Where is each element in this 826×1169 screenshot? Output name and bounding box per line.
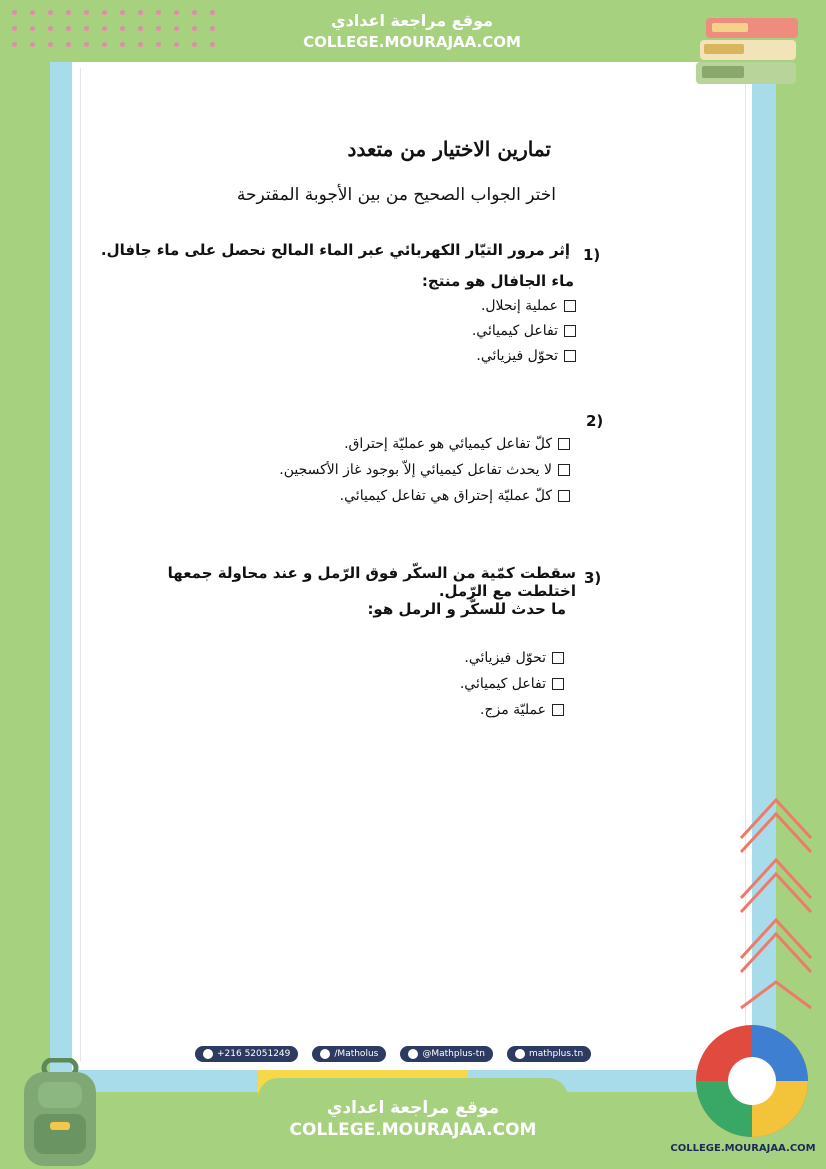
question-1-option-3[interactable] bbox=[476, 348, 576, 364]
question-2-option-3[interactable] bbox=[340, 488, 570, 504]
checkbox[interactable] bbox=[552, 652, 564, 664]
decorative-dot bbox=[156, 10, 161, 15]
checkbox[interactable] bbox=[558, 490, 570, 502]
checkbox[interactable] bbox=[558, 438, 570, 450]
social-links-bar bbox=[195, 1046, 595, 1064]
header-site-url[interactable]: COLLEGE.MOURAJAA.COM bbox=[303, 33, 521, 51]
decorative-dot bbox=[12, 10, 17, 15]
footer-site-url[interactable]: COLLEGE.MOURAJAA.COM bbox=[289, 1120, 537, 1140]
worksheet-instruction: اختر الجواب الصحيح من بين الأجوبة المقترحة bbox=[236, 185, 556, 205]
decorative-dot bbox=[174, 42, 179, 47]
decorative-dot bbox=[84, 42, 89, 47]
school-subjects-wheel-icon bbox=[693, 1022, 811, 1140]
decorative-dot bbox=[12, 42, 17, 47]
option-label: عمليّة مزج. bbox=[480, 702, 546, 718]
decorative-dot bbox=[102, 10, 107, 15]
decorative-dot bbox=[30, 26, 35, 31]
decorative-dot bbox=[48, 42, 53, 47]
social-label: +216 52051249 bbox=[217, 1049, 291, 1059]
social-label: @Mathplus-tn bbox=[422, 1049, 485, 1059]
social-website[interactable] bbox=[507, 1046, 591, 1062]
option-label: تحوّل فيزيائي. bbox=[476, 348, 558, 364]
checkbox[interactable] bbox=[564, 300, 576, 312]
checkbox[interactable] bbox=[552, 704, 564, 716]
checkbox[interactable] bbox=[558, 464, 570, 476]
social-label: mathplus.tn bbox=[528, 1049, 584, 1059]
decorative-dot bbox=[30, 42, 35, 47]
books-stack-icon bbox=[692, 14, 812, 94]
decorative-dot bbox=[12, 26, 17, 31]
checkbox[interactable] bbox=[552, 678, 564, 690]
question-1-number: 1) bbox=[583, 246, 601, 264]
decorative-dot bbox=[138, 26, 143, 31]
header-site-name: موقع مراجعة اعدادي bbox=[330, 11, 494, 30]
option-label: عملية إنحلال. bbox=[480, 298, 558, 314]
decorative-dot bbox=[174, 10, 179, 15]
decorative-dot bbox=[84, 26, 89, 31]
social-facebook[interactable] bbox=[312, 1046, 386, 1062]
decorative-dot bbox=[48, 10, 53, 15]
decorative-dot bbox=[174, 26, 179, 31]
question-2-number: 2) bbox=[586, 412, 604, 430]
footer-brand-text[interactable]: COLLEGE.MOURAJAA.COM bbox=[670, 1143, 816, 1154]
decorative-dot bbox=[120, 42, 125, 47]
question-2-option-1[interactable] bbox=[344, 436, 570, 452]
option-label: لا يحدث تفاعل كيميائي إلاّ بوجود غاز الأكسجين. bbox=[279, 462, 552, 478]
social-whatsapp[interactable] bbox=[195, 1046, 298, 1062]
whatsapp-icon bbox=[203, 1049, 213, 1059]
question-3-option-1[interactable] bbox=[464, 650, 564, 666]
header-banner bbox=[262, 8, 562, 60]
footer-site-name: موقع مراجعة اعدادي bbox=[326, 1098, 500, 1118]
globe-icon bbox=[515, 1049, 525, 1059]
question-2-option-2[interactable] bbox=[279, 462, 570, 478]
decorative-dot bbox=[138, 10, 143, 15]
question-1-subtext: ماء الجافال هو منتج: bbox=[421, 272, 574, 290]
option-label: كلّ تفاعل كيميائي هو عمليّة إحتراق. bbox=[344, 436, 552, 452]
decorative-dot bbox=[210, 42, 215, 47]
decorative-dot bbox=[66, 26, 71, 31]
question-3-number: 3) bbox=[584, 569, 602, 587]
decorative-dot bbox=[66, 10, 71, 15]
decorative-dot bbox=[156, 42, 161, 47]
backpack-icon bbox=[10, 1058, 110, 1168]
worksheet-title: تمارين الاختيار من متعدد bbox=[347, 137, 551, 161]
footer-banner bbox=[258, 1078, 568, 1168]
decorative-dot bbox=[210, 26, 215, 31]
option-label: كلّ عمليّة إحتراق هي تفاعل كيميائي. bbox=[339, 488, 552, 504]
option-label: تفاعل كيميائي. bbox=[471, 323, 558, 339]
decorative-dot bbox=[120, 10, 125, 15]
facebook-icon bbox=[320, 1049, 330, 1059]
decorative-dot bbox=[30, 10, 35, 15]
question-3-text: سقطت كمّية من السكّر فوق الرّمل و عند محاولة جمعها اختلطت مع الرّمل. bbox=[167, 564, 576, 600]
chevron-up-icon bbox=[735, 790, 817, 1020]
decorative-dot bbox=[84, 10, 89, 15]
decorative-dot bbox=[138, 42, 143, 47]
checkbox[interactable] bbox=[564, 325, 576, 337]
social-label: /Matholus bbox=[334, 1049, 379, 1059]
decorative-dot bbox=[66, 42, 71, 47]
decorative-dot bbox=[156, 26, 161, 31]
decorative-dot bbox=[102, 26, 107, 31]
decorative-dot bbox=[120, 26, 125, 31]
decorative-dot bbox=[210, 10, 215, 15]
decorative-dot bbox=[102, 42, 107, 47]
decorative-dots bbox=[12, 10, 232, 50]
option-label: تفاعل كيميائي. bbox=[459, 676, 546, 692]
question-3-option-2[interactable] bbox=[460, 676, 564, 692]
decorative-dot bbox=[192, 10, 197, 15]
option-label: تحوّل فيزيائي. bbox=[464, 650, 546, 666]
youtube-icon bbox=[408, 1049, 418, 1059]
checkbox[interactable] bbox=[564, 350, 576, 362]
question-1-option-2[interactable] bbox=[472, 323, 576, 339]
decorative-dot bbox=[192, 42, 197, 47]
decorative-dot bbox=[48, 26, 53, 31]
question-3-option-3[interactable] bbox=[480, 702, 564, 718]
question-1-option-1[interactable] bbox=[481, 298, 576, 314]
question-1-text: إثر مرور التيّار الكهربائي عبر الماء المالح نحصل على ماء جافال. bbox=[100, 241, 570, 259]
decorative-dot bbox=[192, 26, 197, 31]
social-youtube[interactable] bbox=[400, 1046, 493, 1062]
question-3-subtext: ما حدث للسكّر و الرمل هو: bbox=[367, 600, 566, 618]
